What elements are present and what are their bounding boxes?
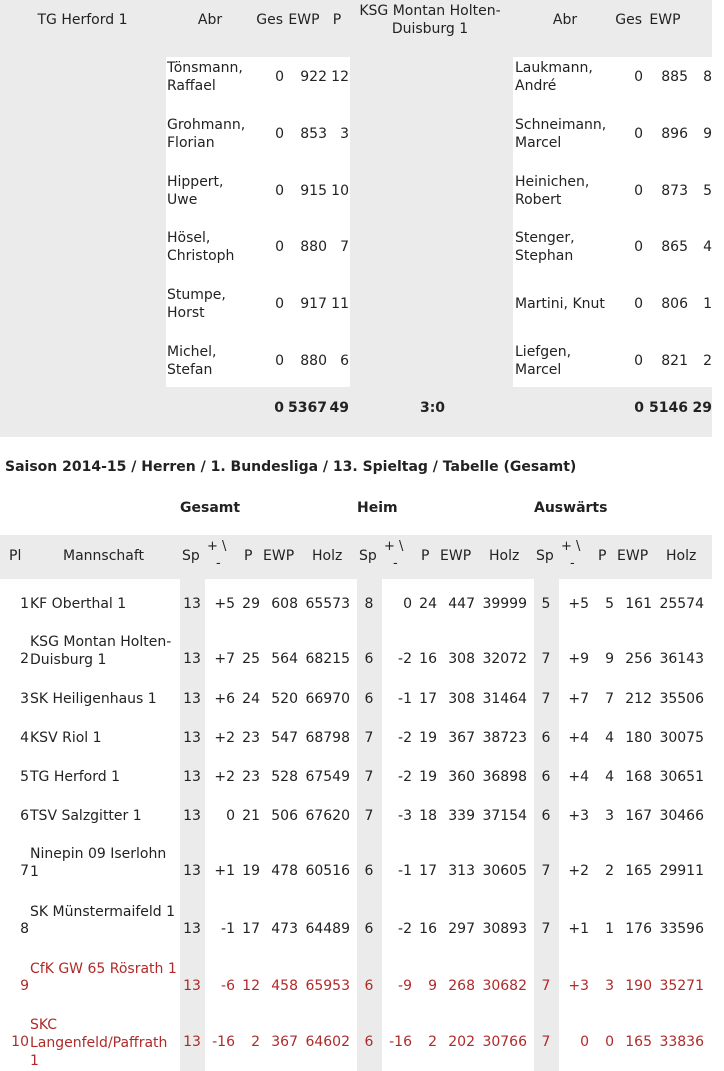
row-heim-p: 24 (419, 596, 437, 612)
row-gesamt-ewp: 458 (271, 978, 298, 994)
row-gesamt-p: 17 (242, 921, 260, 937)
row-heim-ewp: 308 (448, 691, 475, 707)
away-player-ges: 0 (634, 183, 643, 199)
row-auswaerts-sp: 7 (541, 691, 551, 707)
row-gesamt-holz: 68215 (305, 651, 350, 667)
away-player-p: 9 (703, 126, 712, 142)
col-header-auswaerts-sp: Sp (536, 548, 554, 564)
home-player-ges: 0 (275, 353, 284, 369)
row-gesamt-pm: +5 (214, 596, 235, 612)
home-player-ewp: 880 (300, 239, 327, 255)
home-player-ges: 0 (275, 183, 284, 199)
row-gesamt-holz: 65953 (305, 978, 350, 994)
col-header-pl: Pl (9, 548, 22, 564)
row-auswaerts-sp: 7 (541, 863, 551, 879)
home-player-p: 7 (340, 239, 349, 255)
row-heim-pm: -2 (398, 921, 412, 937)
home-team-header: TG Herford 1 (37, 12, 128, 28)
row-gesamt-holz: 60516 (305, 863, 350, 879)
row-place: 3 (20, 691, 29, 707)
row-auswaerts-ewp: 180 (625, 730, 652, 746)
away-player-p: 2 (703, 353, 712, 369)
row-heim-p: 19 (419, 769, 437, 785)
row-heim-ewp: 367 (448, 730, 475, 746)
col-header-auswaerts-p: P (598, 548, 607, 564)
row-auswaerts-holz: 35506 (659, 691, 704, 707)
row-auswaerts-p: 7 (605, 691, 614, 707)
away-player-ewp: 885 (661, 69, 688, 85)
row-heim-p: 9 (428, 978, 437, 994)
row-gesamt-p: 19 (242, 863, 260, 879)
row-heim-pm: -1 (398, 691, 412, 707)
row-gesamt-p: 24 (242, 691, 260, 707)
row-place: 7 (20, 863, 29, 879)
row-gesamt-ewp: 520 (271, 691, 298, 707)
row-heim-holz: 31464 (482, 691, 527, 707)
home-player-p: 3 (340, 126, 349, 142)
row-gesamt-holz: 66970 (305, 691, 350, 707)
away-player-p: 4 (703, 239, 712, 255)
row-heim-pm: -2 (398, 769, 412, 785)
row-heim-pm: -3 (398, 808, 412, 824)
away-player-ges: 0 (634, 126, 643, 142)
row-heim-p: 17 (419, 863, 437, 879)
row-heim-sp: 6 (364, 1034, 374, 1050)
row-gesamt-ewp: 367 (271, 1034, 298, 1050)
row-auswaerts-pm: +3 (568, 808, 589, 824)
row-team-name: SK Heiligenhaus 1 (30, 691, 157, 707)
row-auswaerts-holz: 36143 (659, 651, 704, 667)
away-total-p: 29 (692, 400, 712, 416)
row-team-name: CfK GW 65 Rösrath 1 (30, 961, 177, 977)
row-gesamt-p: 2 (251, 1034, 260, 1050)
col-header-gesamt-plusminus-top: + \ (207, 539, 227, 554)
home-ges-header: Ges (256, 12, 283, 28)
row-team-name: KSG Montan Holten-Duisburg 1 (30, 634, 172, 668)
away-player-ges: 0 (634, 69, 643, 85)
row-gesamt-sp: 13 (183, 808, 201, 824)
row-gesamt-ewp: 506 (271, 808, 298, 824)
row-heim-holz: 32072 (482, 651, 527, 667)
col-header-heim-plusminus-bot: - (393, 556, 398, 571)
row-auswaerts-p: 3 (605, 808, 614, 824)
row-gesamt-pm: -1 (221, 921, 235, 937)
row-heim-ewp: 297 (448, 921, 475, 937)
row-gesamt-pm: +6 (214, 691, 235, 707)
row-place: 4 (20, 730, 29, 746)
row-heim-pm: -9 (398, 978, 412, 994)
row-auswaerts-p: 2 (605, 863, 614, 879)
away-player-ges: 0 (634, 296, 643, 312)
row-place: 1 (20, 596, 29, 612)
row-auswaerts-ewp: 190 (625, 978, 652, 994)
row-auswaerts-pm: +4 (568, 769, 589, 785)
col-header-heim-ewp: EWP (440, 548, 472, 564)
row-gesamt-pm: +2 (214, 730, 235, 746)
row-auswaerts-holz: 30651 (659, 769, 704, 785)
row-heim-pm: -2 (398, 730, 412, 746)
row-auswaerts-pm: +9 (568, 651, 589, 667)
row-gesamt-p: 29 (242, 596, 260, 612)
home-player-ges: 0 (275, 296, 284, 312)
row-gesamt-pm: -16 (212, 1034, 235, 1050)
standings-title: Saison 2014-15 / Herren / 1. Bundesliga / 13. Spieltag / Tabelle (Gesamt) (5, 459, 577, 475)
row-heim-sp: 6 (364, 863, 374, 879)
row-auswaerts-holz: 30466 (659, 808, 704, 824)
home-team-column-shade (0, 57, 166, 437)
col-header-auswaerts-ewp: EWP (617, 548, 649, 564)
col-header-auswaerts-plusminus-bot: - (570, 556, 575, 571)
row-heim-ewp: 360 (448, 769, 475, 785)
row-gesamt-sp: 13 (183, 1034, 201, 1050)
row-place: 6 (20, 808, 29, 824)
row-auswaerts-ewp: 168 (625, 769, 652, 785)
row-auswaerts-pm: +5 (568, 596, 589, 612)
row-auswaerts-holz: 29911 (659, 863, 704, 879)
row-auswaerts-holz: 33596 (659, 921, 704, 937)
home-player-name: Hösel, Christoph (167, 230, 235, 264)
row-heim-ewp: 313 (448, 863, 475, 879)
home-total-ewp: 5367 (288, 400, 327, 416)
away-player-p: 5 (703, 183, 712, 199)
row-heim-pm: -1 (398, 863, 412, 879)
row-heim-p: 16 (419, 651, 437, 667)
home-player-name: Stumpe, Horst (167, 287, 226, 321)
row-gesamt-sp: 13 (183, 978, 201, 994)
row-auswaerts-p: 5 (605, 596, 614, 612)
row-auswaerts-ewp: 176 (625, 921, 652, 937)
row-auswaerts-sp: 7 (541, 651, 551, 667)
away-player-ges: 0 (634, 239, 643, 255)
row-gesamt-sp: 13 (183, 651, 201, 667)
row-gesamt-pm: +1 (214, 863, 235, 879)
row-gesamt-pm: +7 (214, 651, 235, 667)
row-gesamt-p: 25 (242, 651, 260, 667)
row-heim-sp: 8 (364, 596, 374, 612)
row-gesamt-ewp: 478 (271, 863, 298, 879)
away-player-ewp: 896 (661, 126, 688, 142)
match-result: 3:0 (419, 400, 446, 416)
row-place: 9 (20, 978, 29, 994)
row-auswaerts-pm: +3 (568, 978, 589, 994)
row-auswaerts-ewp: 161 (625, 596, 652, 612)
row-gesamt-ewp: 473 (271, 921, 298, 937)
away-player-p: 1 (703, 296, 712, 312)
group-header-gesamt: Gesamt (180, 500, 241, 516)
away-total-ges: 0 (634, 400, 644, 416)
col-header-auswaerts-holz: Holz (666, 548, 697, 564)
away-player-ges: 0 (634, 353, 643, 369)
row-heim-p: 2 (428, 1034, 437, 1050)
row-auswaerts-sp: 5 (541, 596, 551, 612)
row-heim-ewp: 268 (448, 978, 475, 994)
away-ewp-header: EWP (649, 12, 681, 28)
row-heim-sp: 6 (364, 691, 374, 707)
row-gesamt-pm: 0 (226, 808, 235, 824)
row-team-name: TG Herford 1 (30, 769, 120, 785)
row-team-name: SK Münstermaifeld 1 (30, 904, 176, 920)
row-auswaerts-pm: +7 (568, 691, 589, 707)
row-heim-holz: 39999 (482, 596, 527, 612)
away-player-ewp: 806 (661, 296, 688, 312)
away-player-ewp: 865 (661, 239, 688, 255)
row-gesamt-p: 23 (242, 730, 260, 746)
away-ges-header: Ges (615, 12, 642, 28)
row-auswaerts-pm: +2 (568, 863, 589, 879)
row-gesamt-sp: 13 (183, 863, 201, 879)
row-gesamt-sp: 13 (183, 769, 201, 785)
home-player-name: Grohmann, Florian (167, 117, 246, 151)
home-player-name: Hippert, Uwe (167, 174, 224, 208)
row-heim-holz: 30605 (482, 863, 527, 879)
home-player-p: 11 (331, 296, 349, 312)
row-team-name: TSV Salzgitter 1 (30, 808, 142, 824)
col-header-gesamt-ewp: EWP (263, 548, 295, 564)
home-player-p: 12 (331, 69, 349, 85)
row-auswaerts-pm: +4 (568, 730, 589, 746)
away-player-ewp: 873 (661, 183, 688, 199)
row-gesamt-p: 12 (242, 978, 260, 994)
col-header-mannschaft: Mannschaft (63, 548, 145, 564)
row-auswaerts-sp: 6 (541, 808, 551, 824)
col-header-heim-plusminus-top: + \ (384, 539, 404, 554)
home-p-header: P (332, 12, 342, 28)
row-team-name: KF Oberthal 1 (30, 596, 127, 612)
col-header-gesamt-plusminus-bot: - (216, 556, 221, 571)
row-heim-p: 17 (419, 691, 437, 707)
row-place: 2 (20, 651, 29, 667)
row-auswaerts-p: 9 (605, 651, 614, 667)
row-auswaerts-p: 3 (605, 978, 614, 994)
row-auswaerts-sp: 6 (541, 730, 551, 746)
home-total-p: 49 (329, 400, 349, 416)
col-header-gesamt-p: P (244, 548, 253, 564)
row-auswaerts-p: 4 (605, 730, 614, 746)
row-gesamt-ewp: 547 (271, 730, 298, 746)
away-team-header: KSG Montan Holten-Duisburg 1 (359, 3, 501, 37)
row-heim-ewp: 339 (448, 808, 475, 824)
row-heim-holz: 30682 (482, 978, 527, 994)
row-gesamt-holz: 68798 (305, 730, 350, 746)
row-heim-holz: 37154 (482, 808, 527, 824)
home-player-name: Tönsmann, Raffael (167, 60, 243, 94)
row-heim-holz: 30766 (482, 1034, 527, 1050)
row-heim-sp: 7 (364, 730, 374, 746)
row-gesamt-holz: 67549 (305, 769, 350, 785)
row-gesamt-holz: 64489 (305, 921, 350, 937)
row-auswaerts-holz: 25574 (659, 596, 704, 612)
row-gesamt-ewp: 564 (271, 651, 298, 667)
col-header-gesamt-holz: Holz (312, 548, 343, 564)
col-header-auswaerts-plusminus-top: + \ (561, 539, 581, 554)
row-place: 8 (20, 921, 29, 937)
home-total-ges: 0 (274, 400, 284, 416)
row-heim-sp: 6 (364, 651, 374, 667)
row-gesamt-sp: 13 (183, 596, 201, 612)
row-heim-holz: 38723 (482, 730, 527, 746)
row-place: 10 (11, 1034, 29, 1050)
row-heim-ewp: 308 (448, 651, 475, 667)
home-player-ewp: 917 (300, 296, 327, 312)
away-player-p: 8 (703, 69, 712, 85)
row-auswaerts-p: 0 (605, 1034, 614, 1050)
row-gesamt-p: 21 (242, 808, 260, 824)
row-gesamt-pm: +2 (214, 769, 235, 785)
row-auswaerts-ewp: 165 (625, 1034, 652, 1050)
away-total-ewp: 5146 (649, 400, 688, 416)
row-gesamt-sp: 13 (183, 921, 201, 937)
home-player-ewp: 922 (300, 69, 327, 85)
away-player-ewp: 821 (661, 353, 688, 369)
home-player-ewp: 915 (300, 183, 327, 199)
row-heim-holz: 36898 (482, 769, 527, 785)
row-gesamt-holz: 64602 (305, 1034, 350, 1050)
row-auswaerts-sp: 7 (541, 921, 551, 937)
away-player-name: Laukmann, André (515, 60, 593, 94)
row-auswaerts-pm: +1 (568, 921, 589, 937)
away-player-name: Martini, Knut (515, 296, 605, 312)
home-abr-header: Abr (197, 12, 223, 28)
home-player-name: Michel, Stefan (167, 344, 217, 378)
row-auswaerts-ewp: 256 (625, 651, 652, 667)
group-header-auswaerts: Auswärts (534, 500, 608, 516)
home-player-p: 10 (331, 183, 349, 199)
row-auswaerts-ewp: 212 (625, 691, 652, 707)
row-heim-p: 18 (419, 808, 437, 824)
group-header-heim: Heim (357, 500, 398, 516)
row-gesamt-holz: 67620 (305, 808, 350, 824)
row-auswaerts-ewp: 167 (625, 808, 652, 824)
away-abr-header: Abr (552, 12, 578, 28)
row-heim-holz: 30893 (482, 921, 527, 937)
row-auswaerts-sp: 7 (541, 1034, 551, 1050)
row-gesamt-sp: 13 (183, 691, 201, 707)
row-heim-sp: 7 (364, 769, 374, 785)
row-team-name: Ninepin 09 Iserlohn 1 (30, 846, 167, 880)
row-heim-sp: 6 (364, 978, 374, 994)
row-heim-p: 19 (419, 730, 437, 746)
row-gesamt-p: 23 (242, 769, 260, 785)
row-gesamt-ewp: 608 (271, 596, 298, 612)
home-player-ges: 0 (275, 69, 284, 85)
home-ewp-header: EWP (288, 12, 320, 28)
row-heim-ewp: 202 (448, 1034, 475, 1050)
row-auswaerts-sp: 6 (541, 769, 551, 785)
home-player-p: 6 (340, 353, 349, 369)
row-auswaerts-ewp: 165 (625, 863, 652, 879)
row-auswaerts-p: 1 (605, 921, 614, 937)
row-heim-pm: -2 (398, 651, 412, 667)
away-team-column-shade (350, 57, 513, 387)
home-player-ges: 0 (275, 239, 284, 255)
home-player-ewp: 880 (300, 353, 327, 369)
row-gesamt-ewp: 528 (271, 769, 298, 785)
away-player-name: Heinichen, Robert (515, 174, 590, 208)
row-auswaerts-holz: 30075 (659, 730, 704, 746)
col-header-heim-p: P (421, 548, 430, 564)
away-player-name: Liefgen, Marcel (515, 344, 572, 378)
row-heim-sp: 7 (364, 808, 374, 824)
home-player-ewp: 853 (300, 126, 327, 142)
col-header-heim-holz: Holz (489, 548, 520, 564)
row-heim-ewp: 447 (448, 596, 475, 612)
row-place: 5 (20, 769, 29, 785)
row-team-name: SKC Langenfeld/Paffrath 1 (30, 1017, 168, 1069)
row-heim-pm: 0 (403, 596, 412, 612)
row-gesamt-sp: 13 (183, 730, 201, 746)
away-player-name: Schneimann, Marcel (515, 117, 607, 151)
row-heim-pm: -16 (389, 1034, 412, 1050)
home-player-ges: 0 (275, 126, 284, 142)
row-heim-p: 16 (419, 921, 437, 937)
row-auswaerts-p: 4 (605, 769, 614, 785)
row-auswaerts-sp: 7 (541, 978, 551, 994)
row-heim-sp: 6 (364, 921, 374, 937)
col-header-gesamt-sp: Sp (182, 548, 200, 564)
row-gesamt-holz: 65573 (305, 596, 350, 612)
row-team-name: KSV Riol 1 (30, 730, 102, 746)
row-auswaerts-holz: 35271 (659, 978, 704, 994)
col-header-heim-sp: Sp (359, 548, 377, 564)
away-player-name: Stenger, Stephan (515, 230, 575, 264)
row-auswaerts-holz: 33836 (659, 1034, 704, 1050)
row-gesamt-pm: -6 (221, 978, 235, 994)
row-auswaerts-pm: 0 (580, 1034, 589, 1050)
